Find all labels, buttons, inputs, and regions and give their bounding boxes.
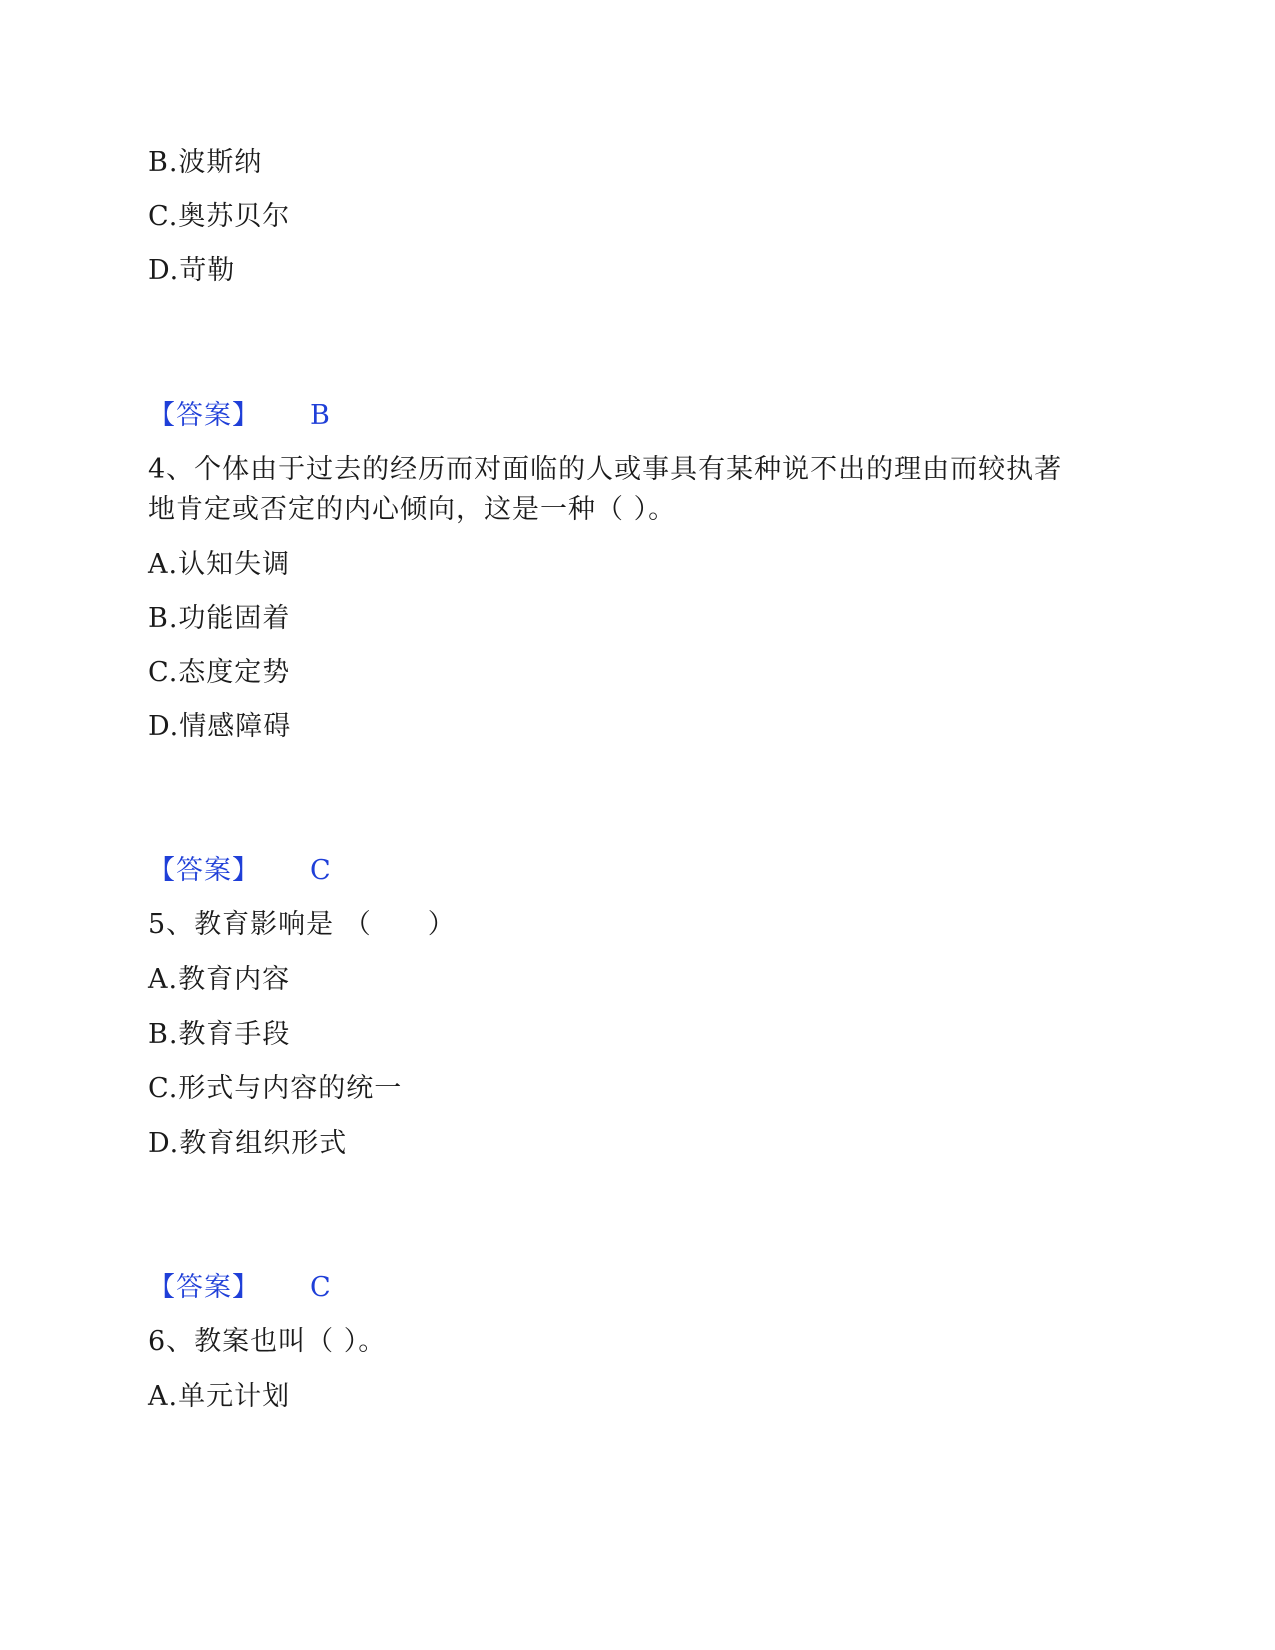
answer-label: 【答案】 bbox=[148, 400, 260, 431]
q3-option-d: D.苛勒 bbox=[148, 255, 236, 286]
q4-option-b: B.功能固着 bbox=[148, 603, 291, 634]
q5-option-b: B.教育手段 bbox=[148, 1019, 291, 1050]
q4-option-c: C.态度定势 bbox=[148, 657, 291, 688]
q4-answer bbox=[148, 851, 332, 891]
q5-option-d: D.教育组织形式 bbox=[148, 1128, 348, 1159]
q3-option-c: C.奥苏贝尔 bbox=[148, 201, 291, 232]
q5-stem: 5、教育影响是 （ ） bbox=[148, 909, 456, 940]
q5-option-a: A.教育内容 bbox=[148, 964, 291, 995]
q4-option-d: D.情感障碍 bbox=[148, 711, 292, 742]
q5-answer bbox=[148, 1268, 332, 1308]
q6-option-a: A.单元计划 bbox=[148, 1381, 291, 1412]
q4-stem-line2: 地肯定或否定的内心倾向，这是一种（ ）。 bbox=[148, 494, 677, 525]
answer-label: 【答案】 bbox=[148, 855, 260, 886]
q4-stem-line1: 4、个体由于过去的经历而对面临的人或事具有某种说不出的理由而较执著 bbox=[148, 454, 1063, 485]
answer-value: C bbox=[310, 1272, 332, 1303]
q6-stem: 6、教案也叫（ ）。 bbox=[148, 1326, 387, 1357]
answer-value: C bbox=[310, 855, 332, 886]
answer-label: 【答案】 bbox=[148, 1272, 260, 1303]
q3-option-b: B.波斯纳 bbox=[148, 147, 263, 178]
q5-option-c: C.形式与内容的统一 bbox=[148, 1073, 403, 1104]
q4-option-a: A.认知失调 bbox=[148, 549, 291, 580]
q3-answer bbox=[148, 396, 331, 436]
answer-value: B bbox=[310, 400, 331, 431]
